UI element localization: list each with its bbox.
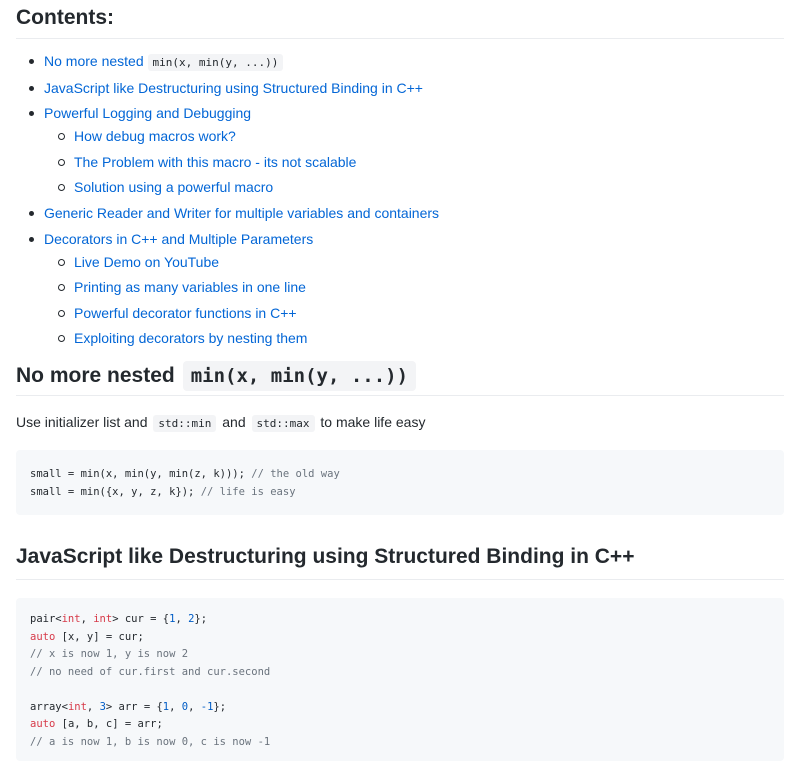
code-token: };	[194, 613, 208, 626]
code-token: pair<	[30, 613, 62, 626]
code-comment: // a is now 1, b is now 0, c is now -1	[30, 735, 271, 748]
code-block-structured-binding[interactable]	[16, 598, 784, 761]
paragraph-text: to make life easy	[320, 414, 426, 431]
code-token: ,	[86, 700, 100, 713]
code-token: [a, b, c] = arr;	[55, 718, 163, 731]
toc-item-destructuring	[28, 80, 784, 97]
inline-code-std-max: std::max	[252, 415, 315, 432]
paragraph-text: and	[222, 414, 246, 431]
toc-subitem	[58, 254, 784, 271]
toc-link-destructuring[interactable]: JavaScript like Destructuring using Structured Binding in C++	[44, 79, 423, 96]
code-comment: // no need of cur.first and cur.second	[30, 665, 271, 678]
toc-link-logging[interactable]: Powerful Logging and Debugging	[44, 105, 252, 122]
toc-link-nesting-decorators[interactable]: Exploiting decorators by nesting them	[74, 330, 308, 347]
toc-link-printing-variables[interactable]: Printing as many variables in one line	[74, 279, 306, 296]
toc-item-logging	[28, 105, 784, 196]
code-number: -1	[200, 700, 214, 713]
toc-subitem	[58, 154, 784, 171]
code-token: > arr = {	[105, 700, 163, 713]
code-token: [x, y] = cur;	[55, 630, 144, 643]
code-keyword: auto	[30, 630, 56, 643]
toc-sublist-logging	[44, 128, 784, 196]
toc-link-reader-writer[interactable]: Generic Reader and Writer for multiple variables and containers	[44, 204, 440, 221]
heading-code: min(x, min(y, ...))	[183, 361, 416, 391]
toc-subitem	[58, 279, 784, 296]
code-number: 2	[188, 613, 195, 626]
section-heading-nested-min	[16, 361, 784, 396]
contents-heading: Contents:	[16, 0, 784, 39]
code-token: ,	[80, 613, 94, 626]
code-keyword: int	[93, 613, 113, 626]
code-block-min[interactable]	[16, 450, 784, 515]
section-heading-destructuring: JavaScript like Destructuring using Structured Binding in C++	[16, 545, 784, 580]
toc-subitem	[58, 330, 784, 347]
code-number: 1	[169, 613, 176, 626]
toc-subitem	[58, 179, 784, 196]
paragraph-text: Use initializer list and	[16, 414, 148, 431]
code-comment: // life is easy	[200, 485, 296, 498]
toc-item-reader-writer	[28, 205, 784, 222]
toc-item-decorators	[28, 231, 784, 348]
inline-code-std-min: std::min	[153, 415, 216, 432]
code-comment: // x is now 1, y is now 2	[30, 648, 189, 661]
code-number: 0	[181, 700, 189, 713]
toc-link-code: min(x, min(y, ...))	[148, 54, 284, 71]
toc-link-debug-macros[interactable]: How debug macros work?	[74, 128, 236, 145]
toc-link-decorators[interactable]: Decorators in C++ and Multiple Parameters	[44, 230, 314, 247]
toc-link-live-demo[interactable]: Live Demo on YouTube	[74, 253, 220, 270]
table-of-contents	[16, 53, 784, 347]
code-keyword: auto	[30, 718, 56, 731]
toc-subitem	[58, 128, 784, 145]
code-token: ,	[175, 613, 189, 626]
code-comment: // the old way	[251, 468, 340, 481]
section-paragraph	[16, 412, 784, 434]
toc-link-decorator-functions[interactable]: Powerful decorator functions in C++	[74, 304, 297, 321]
code-number: 1	[162, 700, 170, 713]
toc-subitem	[58, 305, 784, 322]
toc-link-powerful-macro[interactable]: Solution using a powerful macro	[74, 179, 274, 196]
heading-text: No more nested	[16, 364, 175, 388]
toc-sublist-decorators	[44, 254, 784, 348]
code-token: ,	[188, 700, 201, 713]
code-line: small = min(x, min(y, min(z, k)));	[30, 468, 252, 481]
code-keyword: int	[67, 700, 87, 713]
toc-item-nested-min	[28, 53, 784, 71]
code-keyword: int	[61, 613, 81, 626]
code-token: array<	[30, 700, 68, 713]
toc-link-macro-problem[interactable]: The Problem with this macro - its not scalable	[74, 153, 357, 170]
code-token: > cur = {	[112, 613, 170, 626]
code-number: 3	[99, 700, 106, 713]
toc-link-nested-min[interactable]	[44, 53, 283, 69]
code-token: ,	[169, 700, 182, 713]
code-token: };	[213, 700, 227, 713]
toc-link-text: No more nested	[44, 53, 144, 69]
code-line: small = min({x, y, z, k});	[30, 485, 201, 498]
